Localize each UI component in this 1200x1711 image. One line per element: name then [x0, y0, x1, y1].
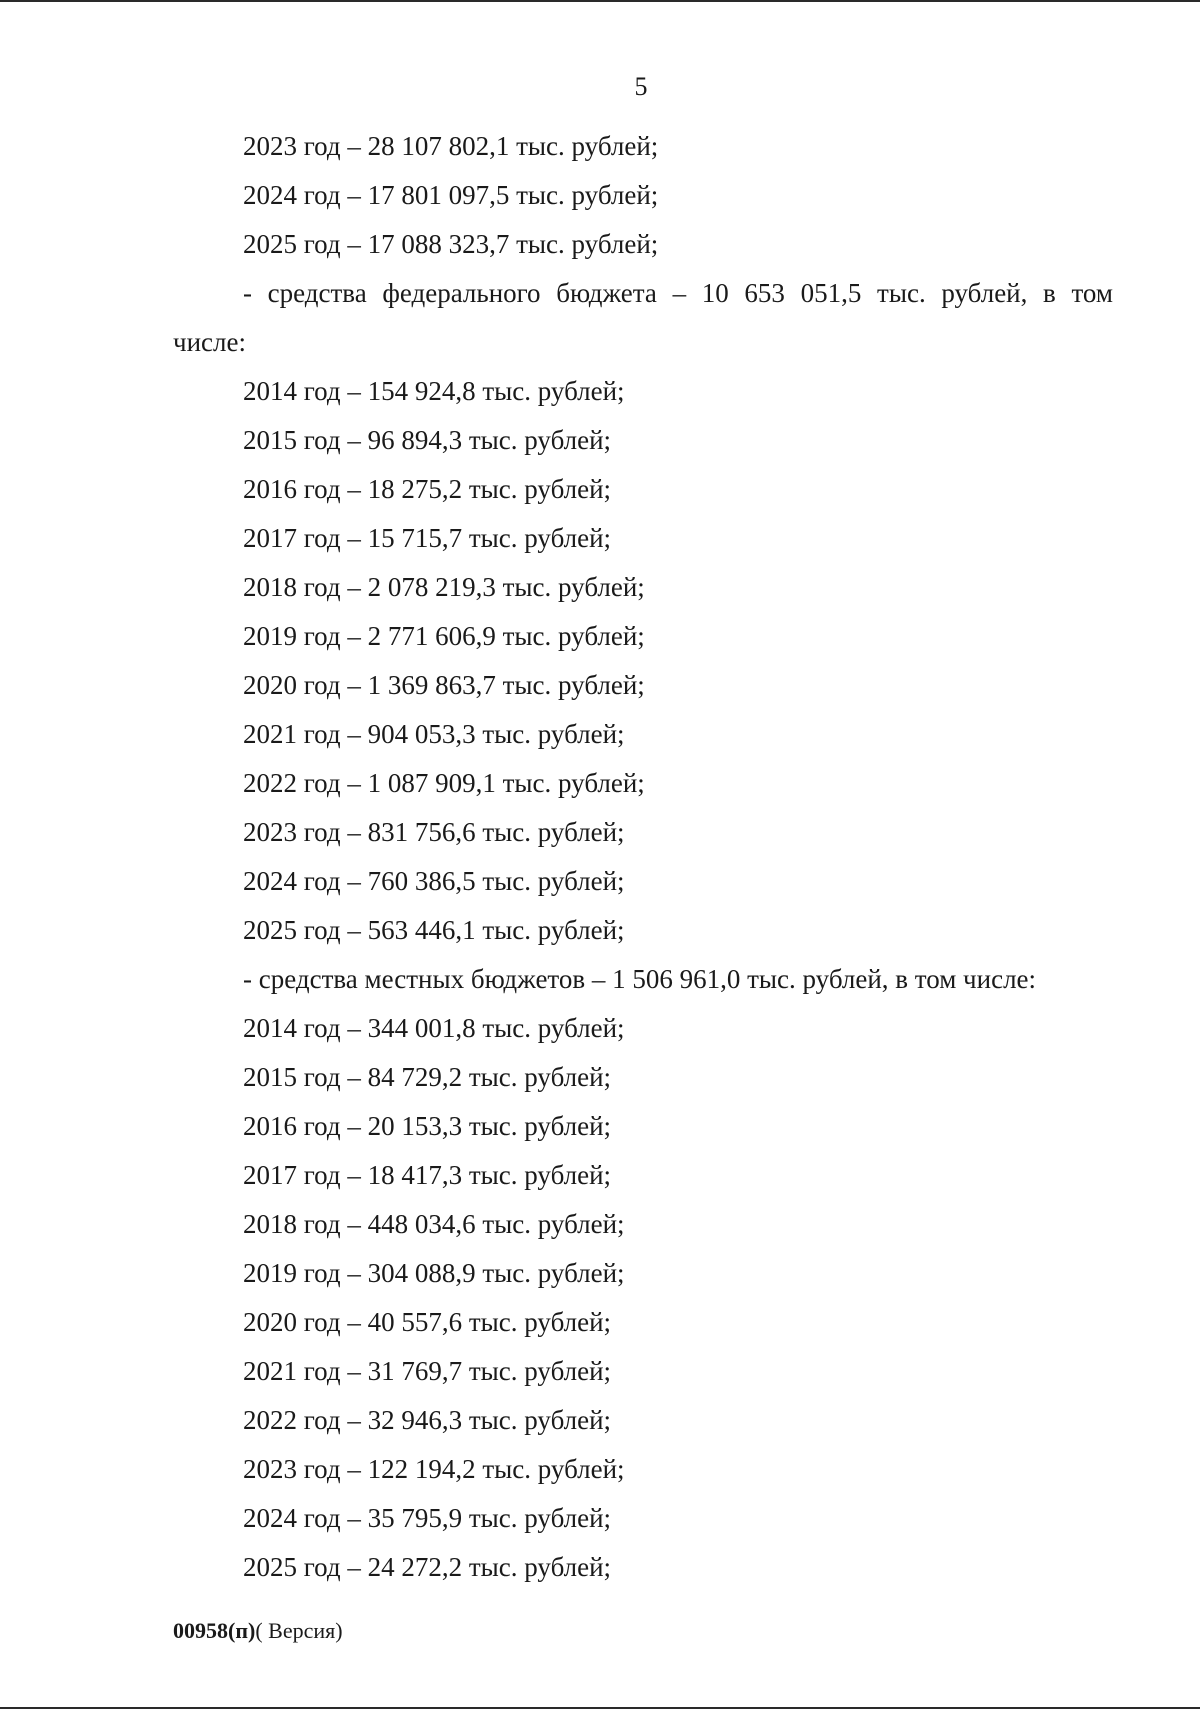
federal-2015-line: 2015 год – 96 894,3 тыс. рублей; [243, 425, 612, 455]
federal-2025-line: 2025 год – 563 446,1 тыс. рублей; [243, 915, 625, 945]
local-2025-line: 2025 год – 24 272,2 тыс. рублей; [243, 1552, 612, 1582]
federal-2023-line: 2023 год – 831 756,6 тыс. рублей; [243, 817, 625, 847]
local-2017-line: 2017 год – 18 417,3 тыс. рублей; [243, 1160, 612, 1190]
federal-2020-line: 2020 год – 1 369 863,7 тыс. рублей; [243, 670, 645, 700]
federal-budget-heading: - средства федерального бюджета – 10 653 051,5 тыс. рублей, в том [243, 278, 1113, 308]
federal-2021-line: 2021 год – 904 053,3 тыс. рублей; [243, 719, 625, 749]
local-2022-line: 2022 год – 32 946,3 тыс. рублей; [243, 1405, 612, 1435]
federal-2016-line: 2016 год – 18 275,2 тыс. рублей; [243, 474, 612, 504]
federal-2018-line: 2018 год – 2 078 219,3 тыс. рублей; [243, 572, 645, 602]
local-2020-line: 2020 год – 40 557,6 тыс. рублей; [243, 1307, 612, 1337]
federal-2017-line: 2017 год – 15 715,7 тыс. рублей; [243, 523, 612, 553]
document-footer [173, 1618, 343, 1644]
total-2024-line: 2024 год – 17 801 097,5 тыс. рублей; [243, 180, 659, 210]
top-edge-line [0, 0, 1200, 2]
federal-2022-line: 2022 год – 1 087 909,1 тыс. рублей; [243, 768, 645, 798]
local-2015-line: 2015 год – 84 729,2 тыс. рублей; [243, 1062, 612, 1092]
local-budgets-heading: - средства местных бюджетов – 1 506 961,0 тыс. рублей, в том числе: [243, 964, 1037, 994]
local-2024-line: 2024 год – 35 795,9 тыс. рублей; [243, 1503, 612, 1533]
federal-2014-line: 2014 год – 154 924,8 тыс. рублей; [243, 376, 625, 406]
local-2019-line: 2019 год – 304 088,9 тыс. рублей; [243, 1258, 625, 1288]
local-2018-line: 2018 год – 448 034,6 тыс. рублей; [243, 1209, 625, 1239]
federal-2024-line: 2024 год – 760 386,5 тыс. рублей; [243, 866, 625, 896]
page-number: 5 [634, 72, 648, 101]
local-2016-line: 2016 год – 20 153,3 тыс. рублей; [243, 1111, 612, 1141]
federal-budget-heading-continuation: числе: [173, 327, 246, 357]
local-2023-line: 2023 год – 122 194,2 тыс. рублей; [243, 1454, 625, 1484]
total-2025-line: 2025 год – 17 088 323,7 тыс. рублей; [243, 229, 659, 259]
bottom-edge-line [0, 1707, 1200, 1709]
local-2021-line: 2021 год – 31 769,7 тыс. рублей; [243, 1356, 612, 1386]
document-version: ( Версия) [255, 1618, 343, 1643]
local-2014-line: 2014 год – 344 001,8 тыс. рублей; [243, 1013, 625, 1043]
total-2023-line: 2023 год – 28 107 802,1 тыс. рублей; [243, 131, 659, 161]
federal-2019-line: 2019 год – 2 771 606,9 тыс. рублей; [243, 621, 645, 651]
document-code: 00958(п) [173, 1618, 256, 1643]
